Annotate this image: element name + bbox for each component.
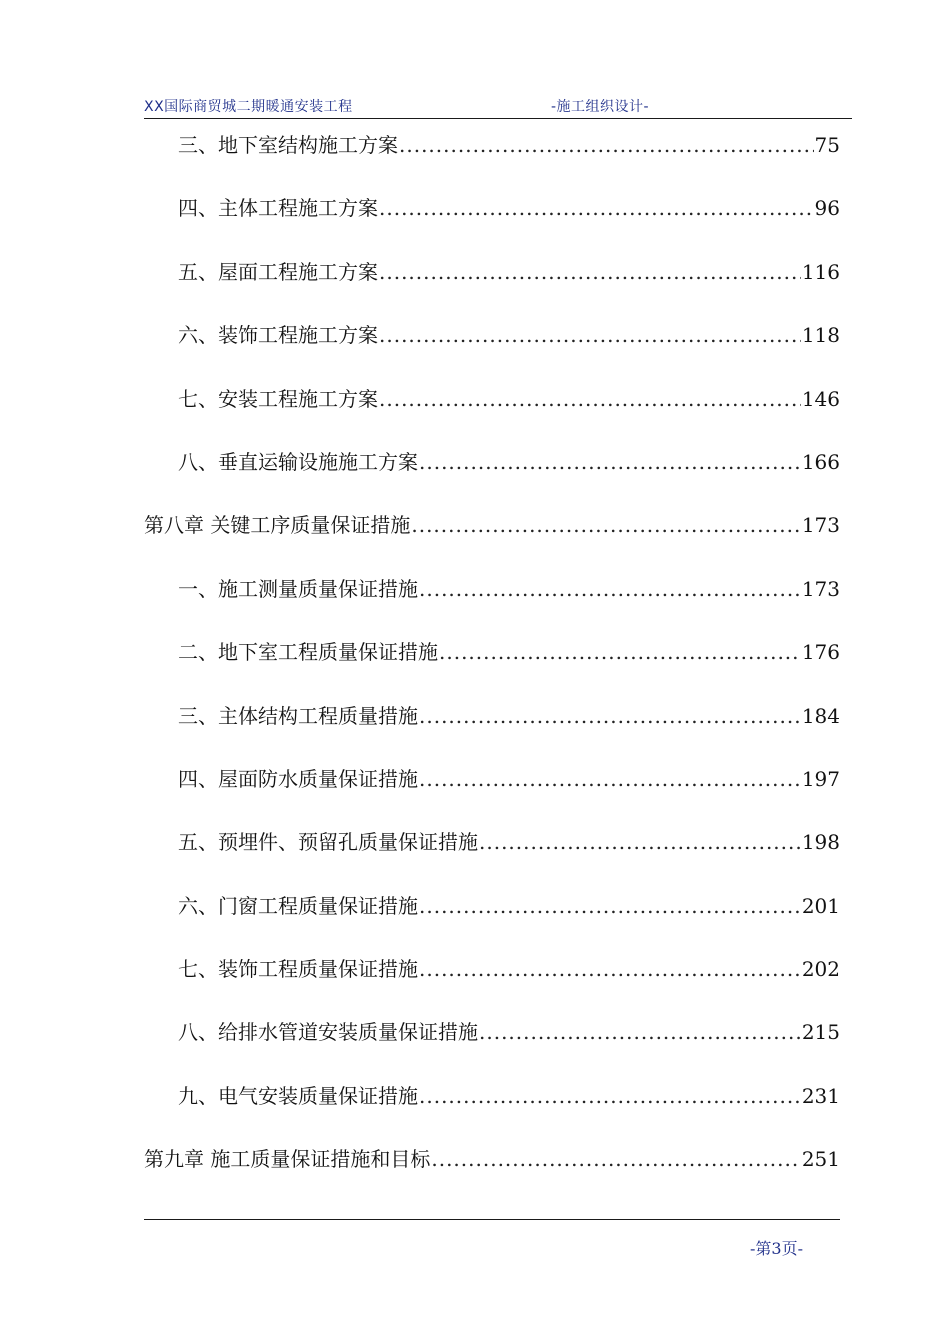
toc-entry-page: 215 — [801, 1020, 840, 1045]
footer-divider — [144, 1219, 840, 1220]
toc-dot-leader — [431, 1141, 800, 1177]
toc-entry-title: 七、装饰工程质量保证措施 — [178, 957, 418, 982]
toc-entry-page: 75 — [814, 133, 840, 157]
toc-entry-title: 九、电气安装质量保证措施 — [178, 1083, 418, 1108]
toc-dot-leader — [419, 444, 801, 480]
toc-chapter-entry[interactable] — [144, 507, 840, 570]
toc-entry-page: 173 — [801, 513, 840, 538]
toc-entry-page: 96 — [814, 196, 840, 221]
toc-dot-leader — [399, 127, 814, 163]
toc-entry-title: 三、地下室结构施工方案 — [178, 133, 398, 157]
toc-dot-leader — [379, 381, 801, 417]
toc-entry-title: 三、主体结构工程质量措施 — [178, 703, 418, 728]
toc-dot-leader — [439, 634, 801, 670]
toc-chapter-title: 第八章 关键工序质量保证措施 — [144, 513, 411, 538]
toc-entry[interactable] — [144, 761, 840, 824]
toc-entry-title: 一、施工测量质量保证措施 — [178, 576, 418, 601]
toc-entry[interactable] — [144, 951, 840, 1014]
header-document-type: -施工组织设计- — [551, 99, 650, 115]
toc-dot-leader — [419, 888, 801, 924]
toc-chapter-title: 第九章 施工质量保证措施和目标 — [144, 1147, 431, 1172]
toc-entry-title: 五、屋面工程施工方案 — [178, 259, 378, 284]
toc-entry[interactable] — [144, 381, 840, 444]
toc-entry-page: 173 — [801, 576, 840, 601]
toc-entry-page: 202 — [801, 957, 840, 982]
toc-entry[interactable] — [144, 190, 840, 253]
toc-entry-page: 251 — [801, 1147, 840, 1172]
toc-entry[interactable] — [144, 317, 840, 380]
toc-entry-page: 198 — [801, 830, 840, 855]
toc-entry-page: 146 — [801, 386, 840, 411]
toc-dot-leader — [411, 507, 800, 543]
toc-entry-page: 176 — [801, 640, 840, 665]
toc-dot-leader — [379, 317, 801, 353]
toc-dot-leader — [419, 951, 801, 987]
toc-dot-leader — [419, 1078, 801, 1114]
toc-entry[interactable] — [144, 634, 840, 697]
toc-entry-title: 六、装饰工程施工方案 — [178, 323, 378, 348]
toc-entry-title: 八、给排水管道安装质量保证措施 — [178, 1020, 478, 1045]
toc-entry-title: 六、门窗工程质量保证措施 — [178, 893, 418, 918]
header-project-title: XX国际商贸城二期暖通安装工程 — [144, 99, 353, 115]
toc-dot-leader — [379, 254, 801, 290]
toc-entry[interactable] — [144, 1014, 840, 1077]
toc-entry-page: 197 — [801, 766, 840, 791]
toc-entry-page: 231 — [801, 1083, 840, 1108]
toc-entry[interactable] — [144, 888, 840, 951]
toc-entry-title: 四、主体工程施工方案 — [178, 196, 378, 221]
toc-entry-page: 116 — [801, 259, 840, 284]
toc-entry-title: 七、安装工程施工方案 — [178, 386, 378, 411]
toc-dot-leader — [419, 761, 801, 797]
toc-entry-page: 118 — [801, 323, 840, 348]
page-header — [144, 92, 852, 119]
toc-chapter-entry[interactable] — [144, 1141, 840, 1204]
toc-entry[interactable] — [144, 698, 840, 761]
toc-entry-title: 五、预埋件、预留孔质量保证措施 — [178, 830, 478, 855]
toc-entry[interactable] — [144, 824, 840, 887]
toc-entry[interactable] — [144, 571, 840, 634]
toc-entry-page: 166 — [801, 449, 840, 474]
toc-entry[interactable] — [144, 1078, 840, 1141]
toc-entry-title: 二、地下室工程质量保证措施 — [178, 640, 438, 665]
toc-entry[interactable] — [144, 254, 840, 317]
toc-entry-page: 201 — [801, 893, 840, 918]
toc-entry-page: 184 — [801, 703, 840, 728]
toc-entry[interactable] — [144, 444, 840, 507]
toc-entry-title: 四、屋面防水质量保证措施 — [178, 766, 418, 791]
toc-dot-leader — [379, 190, 814, 226]
toc-dot-leader — [479, 824, 801, 860]
toc-entry[interactable] — [144, 127, 840, 190]
toc-dot-leader — [419, 698, 801, 734]
page-number: -第3页- — [750, 1239, 803, 1258]
toc-entry-title: 八、垂直运输设施施工方案 — [178, 449, 418, 474]
toc-dot-leader — [419, 571, 801, 607]
toc-dot-leader — [479, 1014, 801, 1050]
table-of-contents — [144, 127, 840, 1205]
